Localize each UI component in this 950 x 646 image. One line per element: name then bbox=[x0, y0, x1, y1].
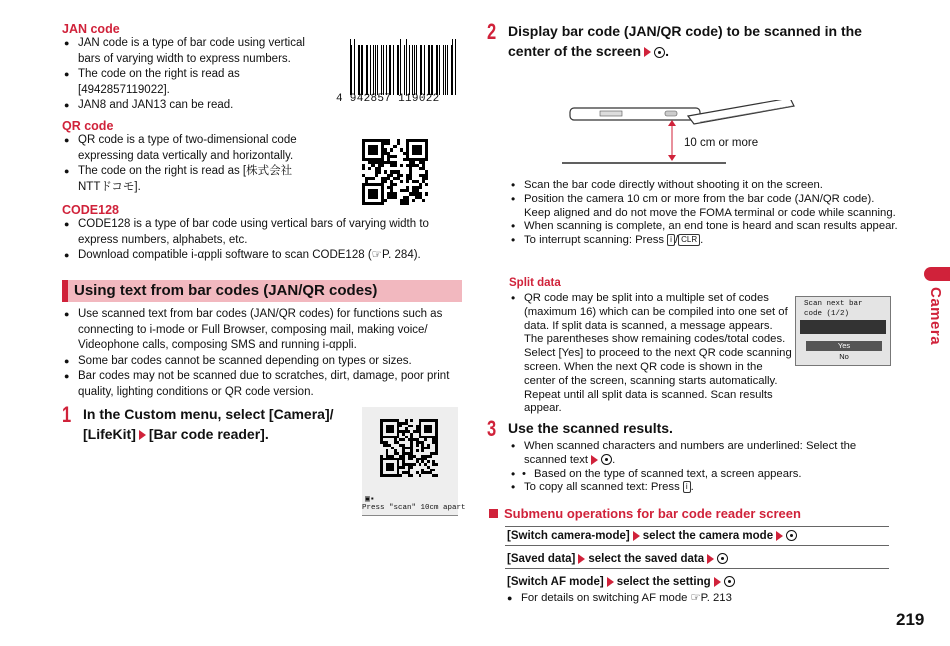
arrow-right-icon bbox=[633, 531, 640, 541]
step-3-sub-1: Based on the type of scanned text, a screen appears. bbox=[534, 467, 802, 480]
jan-barcode bbox=[336, 45, 458, 105]
step-2-text-a: Display bar code (JAN/QR code) to be scanned in the bbox=[508, 23, 862, 39]
arrow-right-icon bbox=[776, 531, 783, 541]
split-data-dialog bbox=[795, 296, 891, 366]
qr-code-image bbox=[362, 139, 428, 205]
jan-list bbox=[62, 36, 330, 114]
dialog-no-button[interactable]: No bbox=[839, 352, 849, 361]
step-3-list bbox=[508, 440, 898, 495]
arrow-right-icon bbox=[707, 554, 714, 564]
submenu-row-label: [Switch camera-mode] bbox=[507, 530, 630, 542]
step-2-text: Display bar code (JAN/QR code) to be scanned in the center of the screen . bbox=[508, 23, 862, 59]
step-1-text-a: In the Custom menu, select [Camera]/ bbox=[83, 406, 334, 422]
list-item: ● JAN8 and JAN13 can be read. bbox=[62, 98, 330, 114]
arrow-right-icon bbox=[607, 577, 614, 587]
ok-key-icon bbox=[724, 576, 735, 587]
section-title: Using text from bar codes (JAN/QR codes) bbox=[74, 282, 378, 299]
qr-module bbox=[435, 474, 438, 477]
list-item: ● Some bar codes cannot be scanned depending on types or sizes. bbox=[62, 354, 462, 370]
distance-label: 10 cm or more bbox=[684, 137, 759, 149]
step-3-item-1: When scanned characters and numbers are underlined: Select the scanned text bbox=[524, 440, 857, 466]
interrupt-suffix: . bbox=[700, 234, 704, 247]
step-3-number: 3 bbox=[487, 416, 497, 441]
list-item: ● Use scanned text from bar codes (JAN/QR codes) for functions such as connecting to i-mode or Full Browser, composing mail, making voice/ Videophone calls, composing SMS and running i-αppli. bbox=[62, 307, 462, 354]
interrupt-text: To interrupt scanning: Press bbox=[524, 234, 665, 247]
barcode-bar bbox=[439, 45, 440, 95]
arrow-down-icon bbox=[668, 155, 676, 161]
barcode-bar bbox=[361, 45, 362, 95]
list-item: ● The code on the right is read as [株式会社 NTTドコモ]. bbox=[62, 164, 307, 195]
qr-list bbox=[62, 133, 307, 195]
scan-distance-illustration bbox=[560, 100, 800, 166]
list-item: • To copy all scanned text: Press i . bbox=[508, 481, 898, 495]
list-item: • When scanning is complete, an end tone is heard and scan results appear. bbox=[508, 220, 898, 234]
menu-key-icon: i bbox=[667, 234, 675, 246]
section-title-bar bbox=[62, 280, 462, 302]
dialog-line-1: Scan next bar bbox=[804, 300, 863, 308]
menu-key-icon: i bbox=[683, 481, 691, 493]
submenu-row[interactable] bbox=[505, 527, 889, 546]
barcode-bar bbox=[431, 45, 432, 95]
list-item-sub: • • Based on the type of scanned text, a screen appears. bbox=[508, 468, 898, 482]
qr-code-preview bbox=[380, 419, 438, 477]
code128-heading: CODE128 bbox=[62, 203, 119, 217]
side-tab[interactable] bbox=[924, 267, 950, 375]
dialog-message bbox=[796, 297, 890, 319]
submenu-title: Submenu operations for bar code reader screen bbox=[504, 506, 801, 521]
submenu-row[interactable] bbox=[505, 573, 889, 591]
submenu-row-label: [Switch AF mode] bbox=[507, 576, 604, 588]
list-item: • When scanned characters and numbers are underlined: Select the scanned text . bbox=[508, 440, 898, 468]
step-1-text-b: [LifeKit] bbox=[83, 426, 136, 442]
submenu-row[interactable] bbox=[505, 550, 889, 569]
list-item: ● The code on the right is read as [4942857119022]. bbox=[62, 67, 330, 98]
square-marker-icon bbox=[489, 509, 498, 518]
barcode-bar bbox=[414, 45, 415, 95]
list-item: • To interrupt scanning: Press i / CLR . bbox=[508, 234, 898, 248]
step-2-notes bbox=[508, 179, 898, 248]
list-item: ● Download compatible i-αppli software to scan CODE128 (☞P. 284). bbox=[62, 248, 457, 264]
step-1-number: 1 bbox=[62, 402, 72, 427]
camera-lens bbox=[665, 111, 677, 116]
usage-list bbox=[62, 307, 462, 400]
list-item: ● CODE128 is a type of bar code using vertical bars of varying width to express numbers, alphabets, etc. bbox=[62, 217, 457, 248]
barcode-bars bbox=[350, 45, 458, 95]
phone-body bbox=[570, 108, 700, 120]
submenu-section bbox=[489, 506, 889, 607]
barcode-bar bbox=[404, 45, 405, 95]
list-item: ● For details on switching AF mode ☞P. 213 bbox=[505, 591, 889, 607]
barcode-number: 4 942857 119022 bbox=[336, 93, 440, 105]
barcode-bar bbox=[421, 45, 422, 95]
list-item: • Scan the bar code directly without shooting it on the screen. bbox=[508, 179, 898, 193]
qr-section bbox=[62, 119, 307, 195]
page-number: 219 bbox=[896, 610, 925, 629]
section-title-marker bbox=[62, 280, 68, 302]
step-3-text: Use the scanned results. bbox=[508, 420, 673, 436]
ok-key-icon bbox=[786, 530, 797, 541]
step-3-item-2: To copy all scanned text: Press bbox=[524, 481, 680, 494]
submenu-title-row bbox=[489, 506, 889, 521]
side-tab-marker bbox=[924, 267, 950, 281]
submenu-note-list bbox=[505, 591, 889, 607]
code128-section bbox=[62, 203, 457, 264]
list-item: • Position the camera 10 cm or more from the bar code (JAN/QR code). Keep aligned and do not move the FOMA terminal or code while scanning. bbox=[508, 193, 898, 221]
barcode-bar bbox=[354, 39, 355, 95]
step-3-notes bbox=[508, 440, 898, 495]
dialog-image-area bbox=[800, 320, 886, 334]
split-data-text: • QR code may be split into a multiple set of codes (maximum 16) which can be compiled into one set of data. If split data is scanned, a message appears. The parentheses show remaining codes/total codes. Select [Yes] to proceed to the next QR code scanning screen. When the next QR code is shown in the center of the screen, scanning starts automatically. Repeat until all split data is scanned. Scan results appear. bbox=[524, 292, 792, 415]
dialog-yes-button[interactable]: Yes bbox=[806, 341, 882, 351]
step-1-text bbox=[83, 404, 358, 444]
arrow-right-icon bbox=[644, 47, 651, 57]
submenu-row-action: select the saved data bbox=[588, 553, 705, 565]
barcode-bar bbox=[447, 45, 448, 95]
arrow-right-icon bbox=[591, 455, 598, 465]
list-item: ● QR code is a type of two-dimensional code expressing data vertically and horizontally. bbox=[62, 133, 307, 164]
barcode-bar bbox=[383, 45, 384, 95]
ok-key-icon bbox=[654, 47, 665, 58]
barcode-bar bbox=[400, 39, 401, 95]
ok-key-icon bbox=[717, 553, 728, 564]
side-tab-label: Camera bbox=[927, 287, 944, 346]
jan-heading: JAN code bbox=[62, 22, 120, 36]
status-icon: ▣▪ bbox=[365, 495, 375, 504]
arrow-right-icon bbox=[714, 577, 721, 587]
screen-caption: Press "scan" 10cm apart bbox=[362, 504, 466, 512]
jan-section bbox=[62, 22, 330, 114]
clear-key-icon: CLR bbox=[678, 234, 700, 246]
step-2-number: 2 bbox=[487, 19, 497, 44]
split-data-heading: Split data bbox=[509, 277, 561, 289]
phone-screen-part bbox=[688, 100, 794, 124]
ok-key-icon bbox=[601, 454, 612, 465]
barcode-bar bbox=[424, 45, 425, 95]
barcode-bar bbox=[370, 45, 371, 95]
barcode-bar bbox=[367, 45, 368, 95]
usage-section bbox=[62, 307, 462, 400]
barcode-bar bbox=[381, 45, 382, 95]
dialog-line-2: code (1/2) bbox=[804, 310, 850, 318]
step-2-text-b: center of the screen bbox=[508, 43, 642, 59]
step-2-list bbox=[508, 179, 898, 248]
list-item: ● Bar codes may not be scanned due to scratches, dirt, damage, poor print quality, lighting conditions or QR code version. bbox=[62, 369, 462, 400]
submenu-row-action: select the camera mode bbox=[642, 530, 774, 542]
list-item: ● JAN code is a type of bar code using vertical bars of varying width to express numbers. bbox=[62, 36, 330, 67]
bar-code-reader-screen bbox=[362, 407, 466, 516]
submenu-row-action: select the setting bbox=[616, 576, 711, 588]
submenu-table bbox=[505, 526, 889, 607]
arrow-right-icon bbox=[578, 554, 585, 564]
step-1-text-c: [Bar code reader]. bbox=[148, 426, 269, 442]
code128-list bbox=[62, 217, 457, 264]
arrow-right-icon bbox=[139, 430, 146, 440]
arrow-up-icon bbox=[668, 120, 676, 126]
phone-detail bbox=[600, 111, 622, 116]
barcode-bar bbox=[390, 45, 391, 95]
submenu-row-label: [Saved data] bbox=[507, 553, 576, 565]
qr-heading: QR code bbox=[62, 119, 114, 133]
